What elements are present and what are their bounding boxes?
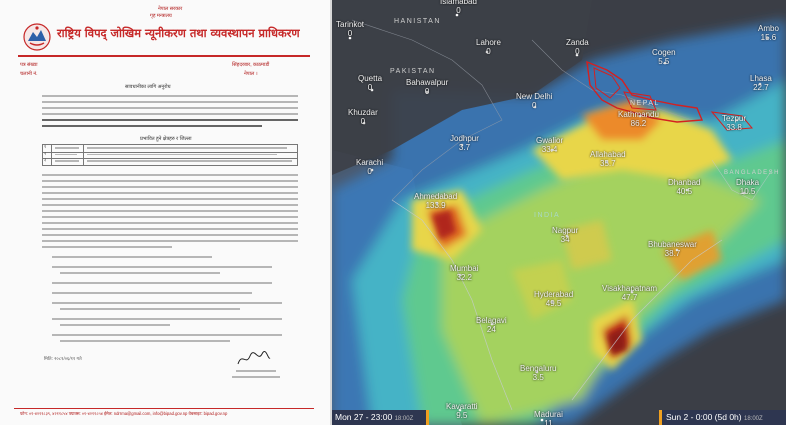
place-label: Bengaluru 3.5 (520, 364, 557, 382)
signatory-line (236, 370, 276, 372)
text-line (42, 95, 298, 97)
nepal-emblem-logo (22, 22, 52, 52)
document-footer: फोन: ०१-४२११८३९, ४२११८५४ फ्याक्स: ०१-४२११८५४ ईमेल: ndrrma@gmail.com, info@bipad.gov.np वेबसाइट: bipad.gov.np (20, 411, 228, 416)
country-label: NEPAL (630, 100, 660, 107)
place-label: Jodhpur 3.7 (450, 134, 479, 152)
timeline-end-label[interactable]: Sun 2 - 0:00 (5d 0h) 18:00Z (660, 410, 786, 425)
place-label: Dhanbad 40.5 (668, 178, 701, 196)
text-line (42, 204, 298, 206)
place-label: Quetta 0 (358, 74, 383, 92)
text-line (42, 174, 298, 176)
signatory-line (232, 376, 280, 378)
text-line (42, 210, 298, 212)
country-label: नेपाल । (244, 71, 258, 77)
place-label: Dhaka 10.5 (736, 178, 760, 196)
place-label: Bahawalpur 0 (406, 78, 449, 96)
government-notice-document (0, 0, 330, 425)
place-label: Lhasa 22.7 (750, 74, 772, 92)
place-label: Zanda 0 (566, 38, 589, 56)
list-line (52, 318, 282, 320)
text-line (42, 246, 172, 248)
rainfall-forecast-map[interactable] (332, 0, 786, 425)
place-label: Khuzdar 0 (348, 108, 378, 126)
place-label: Ahmedabad 133.9 (414, 192, 458, 210)
place-label: Cogen 5.5 (652, 48, 676, 66)
text-line (42, 101, 298, 103)
list-line (52, 334, 282, 336)
row-number: ३ (44, 157, 47, 162)
chalani-label: चलानी नं. (20, 71, 38, 77)
text-line (42, 180, 298, 182)
place-label: Kavaratti 9.5 (446, 402, 478, 420)
place-label: Belagavi 24 (476, 316, 507, 334)
place-label: Karachi 0 (356, 158, 384, 176)
government-label: नेपाल सरकार (158, 6, 183, 12)
list-line (60, 272, 220, 274)
signature-image (236, 350, 272, 368)
place-label: Hyderabad 49.5 (534, 290, 574, 308)
place-label: Mumbai 32.2 (450, 264, 479, 282)
country-label: INDIA (534, 212, 561, 219)
place-label: Ambo 15.6 (758, 24, 779, 42)
row-number: १ (44, 144, 47, 149)
list-line (60, 324, 170, 326)
text-line-bold (42, 119, 298, 121)
country-label: HANISTAN (394, 18, 441, 25)
text-line-bold (42, 125, 262, 127)
text-line (42, 234, 298, 236)
place-label: New Delhi 0 (516, 92, 553, 110)
list-line (60, 308, 240, 310)
text-line (42, 228, 298, 230)
document-title: राष्ट्रिय विपद् जोखिम न्यूनीकरण तथा व्यवस्थापन प्राधिकरण (57, 26, 300, 40)
place-label: Madurai 11 (534, 410, 563, 425)
place-label: Islamabad 0 (440, 0, 477, 15)
text-line (42, 192, 298, 194)
text-line (42, 240, 298, 242)
text-line (42, 113, 298, 115)
list-line (60, 340, 230, 342)
text-line (42, 216, 298, 218)
list-line (52, 282, 272, 284)
text-line (42, 198, 298, 200)
text-line (42, 186, 298, 188)
text-line (42, 107, 298, 109)
table-title: प्रभावित हुने क्षेत्रहरु र जिल्ला (140, 136, 192, 142)
header-rule (18, 55, 310, 57)
address-label: सिंहदरबार, काठमाडौं (232, 62, 270, 68)
list-line (52, 256, 212, 258)
reference-label: पत्र संख्या (20, 62, 38, 68)
row-number: २ (44, 151, 47, 156)
place-label: Bhubaneswar 38.7 (648, 240, 697, 258)
country-label: BANGLADESH (724, 170, 781, 176)
place-label: Lahore 0 (476, 38, 501, 56)
place-label: Tarinkot 0 (336, 20, 365, 38)
footer-rule (14, 408, 314, 409)
list-line (52, 302, 282, 304)
ministry-label: गृह मन्त्रालय (150, 13, 172, 19)
place-label: Nagpur 34 (552, 226, 579, 244)
place-label: Allahabad 35.7 (590, 150, 626, 168)
signoff-date: मिति: २०८१/०६/११ गते (44, 356, 82, 361)
subject-line: सावधानीका लागि अनुरोध (125, 84, 171, 90)
place-label: Tezpur 33.8 (722, 114, 747, 132)
text-line (42, 222, 298, 224)
place-label: Visakhapatnam 47.7 (602, 284, 657, 302)
place-label: Kathmandu 86.2 (618, 110, 659, 128)
timeline-start-label[interactable]: Mon 27 - 23:00 18:00Z (332, 410, 427, 425)
list-line (52, 292, 252, 294)
list-line (52, 266, 272, 268)
place-label: Gwalior 33.4 (536, 136, 564, 154)
country-label: PAKISTAN (390, 68, 436, 75)
affected-areas-table (42, 144, 298, 166)
